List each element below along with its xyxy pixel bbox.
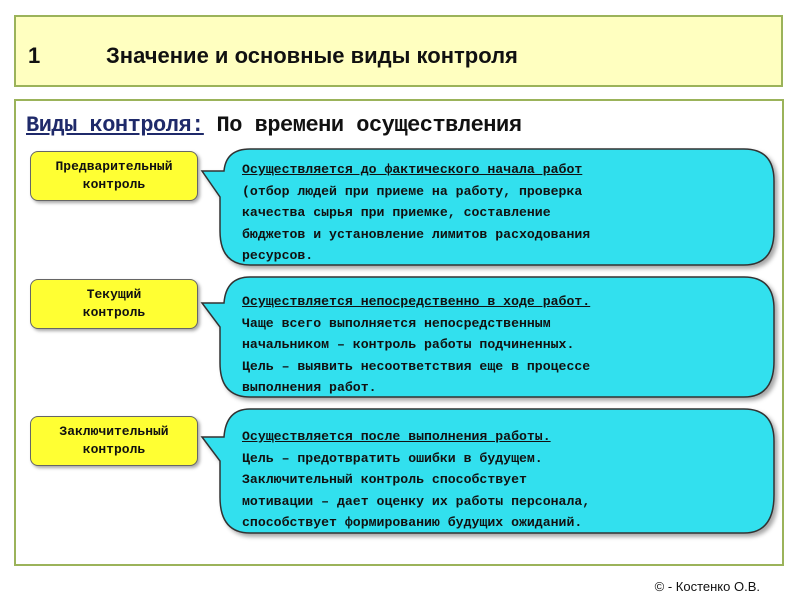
label-line: Заключительный [59, 424, 169, 439]
text-line: (отбор людей при приеме на работу, проверка [242, 183, 583, 199]
label-final-control [30, 416, 198, 466]
text-line: Осуществляется после выполнения работы. [242, 429, 551, 444]
label-current-control [30, 279, 198, 329]
text-line: Цель – выявить несоответствия еще в процессе [242, 358, 591, 374]
label-line: контроль [82, 442, 146, 457]
label-line: Предварительный [55, 159, 173, 174]
label-line: контроль [82, 177, 146, 192]
slide-title: Значение и основные виды контроля [106, 43, 518, 68]
text-line: качества сырья при приемке, составление [242, 205, 551, 220]
callout-text-3 [242, 426, 762, 534]
text-line: ресурсов. [242, 248, 314, 263]
copyright-footer: © - Костенко О.В. [654, 579, 760, 594]
label-preliminary-control [30, 151, 198, 201]
section-number: 1 [28, 43, 41, 68]
text-line: Чаще всего выполняется непосредственным [242, 315, 551, 331]
text-line: Осуществляется непосредственно в ходе работ. [242, 294, 591, 309]
subtitle-underlined: Виды контроля: [26, 113, 204, 138]
text-line: Цель – предотвратить ошибки в будущем. [242, 450, 543, 466]
text-line: Заключительный контроль способствует [242, 472, 527, 487]
text-line: мотивации – дает оценку их работы персонала, [242, 493, 591, 509]
text-line: бюджетов и установление лимитов расходования [242, 226, 591, 242]
subtitle-rest: По времени осуществления [203, 113, 522, 138]
callout-text-2 [242, 291, 762, 399]
callout-text-1 [242, 159, 762, 267]
text-line: Осуществляется до фактического начала работ [242, 162, 583, 177]
text-line: выполнения работ. [242, 380, 377, 395]
text-line: начальником – контроль работы подчиненных. [242, 337, 575, 352]
text-line: способствует формированию будущих ожиданий. [242, 515, 583, 530]
label-line: Текущий [86, 287, 142, 302]
label-line: контроль [82, 305, 146, 320]
content-panel [14, 99, 784, 566]
slide-header [14, 15, 783, 87]
